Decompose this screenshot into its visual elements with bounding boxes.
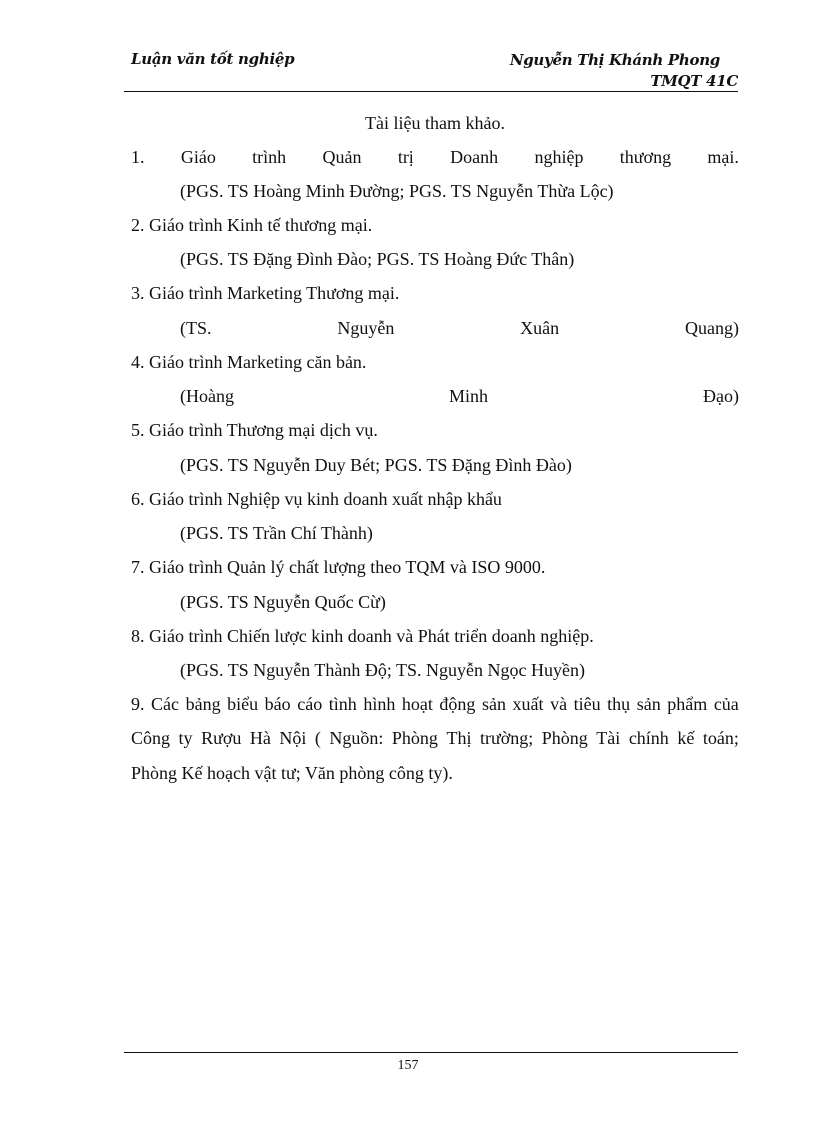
header-author-name: Nguyễn Thị Khánh Phong [509, 51, 720, 69]
word: tiêu [573, 694, 601, 714]
word: Doanh [450, 147, 499, 167]
word: hình [363, 694, 396, 714]
word: sản [481, 694, 506, 714]
ref-2-title: 2. Giáo trình Kinh tế thương mại. [131, 215, 373, 235]
word: Nguồn: [329, 728, 384, 748]
header-author [509, 50, 738, 92]
word: của [713, 694, 739, 714]
word: và [550, 694, 568, 714]
ref-6-title: 6. Giáo trình Nghiệp vụ kinh doanh xuất nhập khẩu [131, 489, 502, 509]
word: phẩm [667, 694, 708, 714]
word: Hà [249, 728, 271, 748]
word: 1. [131, 147, 145, 167]
ref-7-title: 7. Giáo trình Quản lý chất lượng theo TQM và ISO 9000. [131, 557, 546, 577]
word: chính [628, 728, 669, 748]
header-rule [124, 91, 738, 92]
word: nghiệp [534, 147, 584, 167]
ref-9-line-2 [131, 723, 739, 753]
word: hoạt [401, 694, 433, 714]
word: Đạo) [703, 386, 739, 406]
ref-5-authors: (PGS. TS Nguyễn Duy Bét; PGS. TS Đặng Đình Đào) [180, 455, 572, 475]
word: sản [636, 694, 661, 714]
ref-3-title: 3. Giáo trình Marketing Thương mại. [131, 283, 400, 303]
word: Quản [322, 147, 362, 167]
ref-1-authors: (PGS. TS Hoàng Minh Đường; PGS. TS Nguyễn Thừa Lộc) [180, 181, 614, 201]
word: Nội [279, 728, 307, 748]
word: tình [328, 694, 357, 714]
ref-7-authors: (PGS. TS Nguyễn Quốc Cừ) [180, 592, 386, 612]
header-thesis-label: Luận văn tốt nghiệp [131, 50, 295, 68]
word: trị [397, 147, 414, 167]
references-title: Tài liệu tham khảo. [365, 113, 505, 133]
word: toán; [702, 728, 739, 748]
word: (TS. [180, 318, 212, 338]
word: Các [151, 694, 180, 714]
word: Minh [448, 386, 488, 406]
word: Xuân [520, 318, 560, 338]
word: biểu [227, 694, 259, 714]
ref-6-authors: (PGS. TS Trần Chí Thành) [180, 523, 373, 543]
word: ty [178, 728, 193, 748]
word: bảng [185, 694, 221, 714]
ref-4-authors [180, 381, 739, 411]
word: Phòng [391, 728, 438, 748]
word: Tài [596, 728, 621, 748]
ref-2-authors: (PGS. TS Đặng Đình Đào; PGS. TS Hoàng Đức Thân) [180, 249, 575, 269]
word: Quang) [684, 318, 739, 338]
word: ( [314, 728, 321, 748]
word: xuất [512, 694, 544, 714]
word: cáo [297, 694, 323, 714]
word: mại. [707, 147, 739, 167]
word: thụ [607, 694, 631, 714]
word: kế [677, 728, 695, 748]
ref-4-title: 4. Giáo trình Marketing căn bản. [131, 352, 367, 372]
ref-5-title: 5. Giáo trình Thương mại dịch vụ. [131, 420, 378, 440]
word: Phòng [541, 728, 588, 748]
ref-1-title [131, 142, 739, 172]
word: Thị [446, 728, 472, 748]
word: Công [131, 728, 171, 748]
page-number: 157 [397, 1058, 419, 1073]
ref-9-line-1 [131, 689, 739, 719]
word: (Hoàng [180, 386, 234, 406]
word: Giáo [180, 147, 216, 167]
word: 9. [131, 694, 145, 714]
word: báo [264, 694, 291, 714]
ref-9-line-3: Phòng Kế hoạch vật tư; Văn phòng công ty). [131, 763, 453, 783]
word: trình [252, 147, 287, 167]
ref-3-authors [180, 313, 739, 343]
word: trường; [479, 728, 534, 748]
word: Nguyễn [337, 318, 395, 338]
word: Rượu [201, 728, 242, 748]
ref-8-authors: (PGS. TS Nguyễn Thành Độ; TS. Nguyễn Ngọc Huyền) [180, 660, 585, 680]
word: thương [619, 147, 672, 167]
header-class-code: TMQT 41C [650, 72, 738, 90]
word: động [439, 694, 476, 714]
footer-rule [124, 1052, 738, 1053]
ref-8-title: 8. Giáo trình Chiến lược kinh doanh và Phát triển doanh nghiệp. [131, 626, 594, 646]
